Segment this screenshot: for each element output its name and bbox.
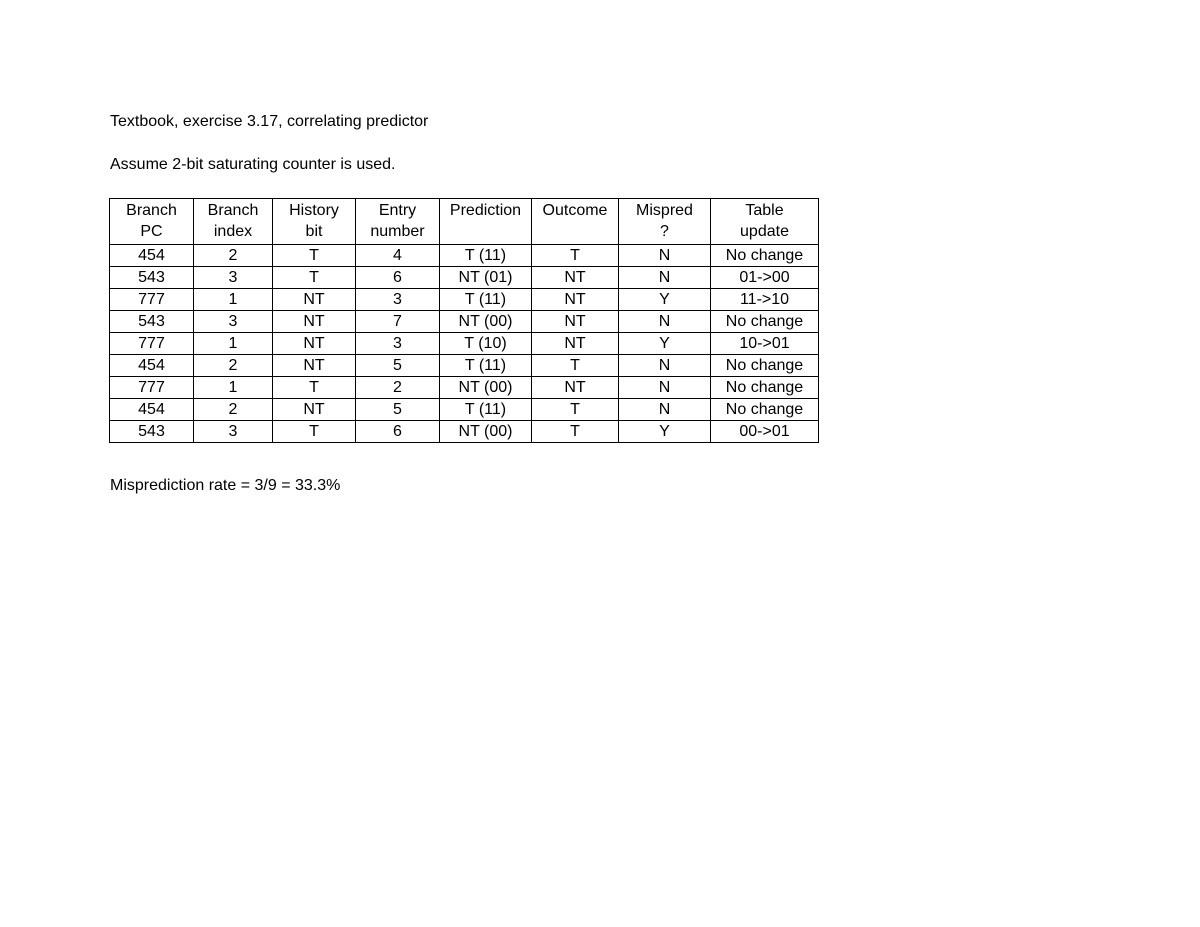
predictor-table <box>109 198 819 443</box>
cell-outcome: NT <box>532 289 619 311</box>
header-prediction: Prediction <box>440 199 532 245</box>
table-row <box>110 377 819 399</box>
cell-branch-index: 1 <box>194 333 273 355</box>
table-row <box>110 267 819 289</box>
header-entry-number: Entry number <box>356 199 440 245</box>
cell-entry-number: 4 <box>356 245 440 267</box>
cell-mispred: Y <box>619 333 711 355</box>
cell-outcome: NT <box>532 333 619 355</box>
cell-outcome: T <box>532 399 619 421</box>
cell-table-update: No change <box>711 245 819 267</box>
table-header-row <box>110 199 819 245</box>
cell-prediction: NT (00) <box>440 311 532 333</box>
cell-mispred: Y <box>619 289 711 311</box>
cell-mispred: N <box>619 355 711 377</box>
cell-branch-pc: 777 <box>110 333 194 355</box>
cell-entry-number: 3 <box>356 333 440 355</box>
header-branch-pc: Branch PC <box>110 199 194 245</box>
table-row <box>110 355 819 377</box>
cell-table-update: 10->01 <box>711 333 819 355</box>
header-table-update: Table update <box>711 199 819 245</box>
cell-outcome: T <box>532 245 619 267</box>
cell-history-bit: T <box>273 377 356 399</box>
cell-outcome: T <box>532 421 619 443</box>
cell-outcome: NT <box>532 377 619 399</box>
misprediction-rate: Misprediction rate = 3/9 = 33.3% <box>110 477 341 494</box>
cell-entry-number: 3 <box>356 289 440 311</box>
cell-history-bit: T <box>273 421 356 443</box>
cell-branch-pc: 777 <box>110 289 194 311</box>
cell-branch-pc: 543 <box>110 311 194 333</box>
cell-branch-index: 2 <box>194 355 273 377</box>
table-row <box>110 245 819 267</box>
cell-prediction: NT (00) <box>440 421 532 443</box>
cell-entry-number: 6 <box>356 421 440 443</box>
cell-branch-index: 1 <box>194 289 273 311</box>
cell-entry-number: 7 <box>356 311 440 333</box>
cell-table-update: No change <box>711 311 819 333</box>
cell-table-update: No change <box>711 377 819 399</box>
cell-history-bit: NT <box>273 333 356 355</box>
cell-history-bit: NT <box>273 311 356 333</box>
cell-branch-pc: 454 <box>110 399 194 421</box>
cell-prediction: T (11) <box>440 399 532 421</box>
cell-table-update: No change <box>711 399 819 421</box>
cell-outcome: T <box>532 355 619 377</box>
cell-outcome: NT <box>532 267 619 289</box>
cell-branch-index: 3 <box>194 311 273 333</box>
cell-mispred: N <box>619 377 711 399</box>
cell-history-bit: NT <box>273 399 356 421</box>
cell-prediction: T (11) <box>440 289 532 311</box>
cell-mispred: N <box>619 399 711 421</box>
cell-table-update: 01->00 <box>711 267 819 289</box>
header-outcome: Outcome <box>532 199 619 245</box>
header-history-bit: History bit <box>273 199 356 245</box>
cell-history-bit: NT <box>273 355 356 377</box>
cell-branch-index: 3 <box>194 421 273 443</box>
table-row <box>110 311 819 333</box>
cell-branch-index: 3 <box>194 267 273 289</box>
cell-outcome: NT <box>532 311 619 333</box>
cell-mispred: N <box>619 245 711 267</box>
cell-branch-pc: 543 <box>110 267 194 289</box>
cell-table-update: No change <box>711 355 819 377</box>
cell-mispred: N <box>619 311 711 333</box>
cell-table-update: 11->10 <box>711 289 819 311</box>
cell-prediction: T (11) <box>440 355 532 377</box>
cell-branch-index: 2 <box>194 245 273 267</box>
cell-entry-number: 5 <box>356 355 440 377</box>
table-row <box>110 399 819 421</box>
cell-branch-pc: 454 <box>110 245 194 267</box>
cell-branch-index: 1 <box>194 377 273 399</box>
cell-prediction: T (10) <box>440 333 532 355</box>
cell-branch-index: 2 <box>194 399 273 421</box>
cell-prediction: NT (01) <box>440 267 532 289</box>
cell-branch-pc: 454 <box>110 355 194 377</box>
cell-entry-number: 6 <box>356 267 440 289</box>
cell-mispred: N <box>619 267 711 289</box>
page-title: Textbook, exercise 3.17, correlating predictor <box>110 113 429 130</box>
table-row <box>110 289 819 311</box>
cell-entry-number: 2 <box>356 377 440 399</box>
table-row <box>110 421 819 443</box>
cell-entry-number: 5 <box>356 399 440 421</box>
header-branch-index: Branch index <box>194 199 273 245</box>
header-mispred: Mispred ? <box>619 199 711 245</box>
cell-history-bit: T <box>273 245 356 267</box>
assumption-text: Assume 2-bit saturating counter is used. <box>110 156 396 173</box>
cell-history-bit: NT <box>273 289 356 311</box>
cell-table-update: 00->01 <box>711 421 819 443</box>
cell-prediction: T (11) <box>440 245 532 267</box>
cell-history-bit: T <box>273 267 356 289</box>
cell-branch-pc: 543 <box>110 421 194 443</box>
table-row <box>110 333 819 355</box>
cell-prediction: NT (00) <box>440 377 532 399</box>
cell-mispred: Y <box>619 421 711 443</box>
cell-branch-pc: 777 <box>110 377 194 399</box>
